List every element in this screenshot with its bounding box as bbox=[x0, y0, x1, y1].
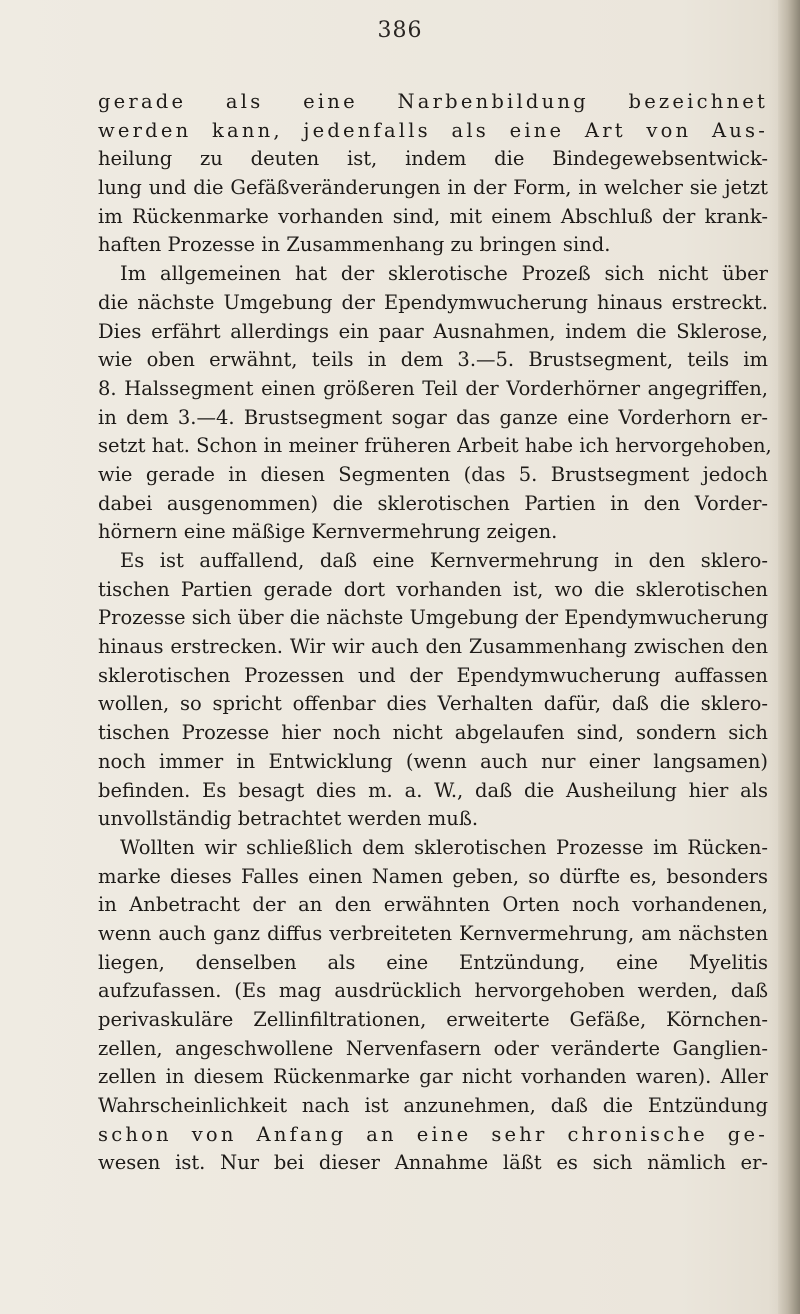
text-line: schon von Anfang an eine sehr chronische ge- bbox=[98, 1122, 768, 1146]
text-line: unvollständig betrachtet werden muß. bbox=[98, 807, 479, 831]
text-line: werden kann, jedenfalls als eine Art von Aus- bbox=[98, 118, 768, 142]
text-line: setzt hat. Schon in meiner früheren Arbeit habe ich hervorgehoben, bbox=[98, 434, 772, 458]
text-line: perivaskuläre Zellinfiltrationen, erweiterte Gefäße, Körnchen- bbox=[98, 1008, 768, 1031]
text-line: sklerotischen Prozessen und der Ependymwucherung auffassen bbox=[98, 663, 768, 687]
text-line: im Rückenmarke vorhanden sind, mit einem Abschluß der krank- bbox=[98, 204, 768, 228]
text-line: liegen, denselben als eine Entzündung, eine Myelitis bbox=[98, 950, 768, 974]
text-line: 8. Halssegment einen größeren Teil der Vorderhörner angegriffen, bbox=[98, 376, 768, 400]
text-line: Im allgemeinen hat der sklerotische Prozeß sich nicht über bbox=[120, 262, 768, 286]
text-line: dabei ausgenommen) die sklerotischen Partien in den Vorder- bbox=[98, 491, 768, 515]
text-line: Wahrscheinlichkeit nach ist anzunehmen, daß die Entzündung bbox=[98, 1094, 768, 1118]
text-line: tischen Prozesse hier noch nicht abgelaufen sind, sondern sich bbox=[98, 721, 768, 745]
text-line: zellen in diesem Rückenmarke gar nicht vorhanden waren). Aller bbox=[98, 1065, 768, 1089]
text-line: aufzufassen. (Es mag ausdrücklich hervorgehoben werden, daß bbox=[98, 979, 768, 1003]
text-line: in dem 3.—4. Brustsegment sogar das ganze eine Vorderhorn er- bbox=[98, 405, 768, 429]
text-line: zellen, angeschwollene Nervenfasern oder veränderte Ganglien- bbox=[98, 1036, 768, 1060]
text-line: Prozesse sich über die nächste Umgebung der Ependymwucherung bbox=[98, 606, 769, 630]
body-text bbox=[98, 88, 772, 1178]
text-line: wie gerade in diesen Segmenten (das 5. Brustsegment jedoch bbox=[98, 462, 768, 486]
page-number: 386 bbox=[377, 18, 423, 43]
text-line: Wollten wir schließlich dem sklerotischen Prozesse im Rücken- bbox=[120, 835, 768, 859]
text-line: noch immer in Entwicklung (wenn auch nur einer langsamen) bbox=[98, 749, 768, 773]
text-line: Dies erfährt allerdings ein paar Ausnahmen, indem die Sklerose, bbox=[98, 319, 768, 343]
text-line: haften Prozesse in Zusammenhang zu bringen sind. bbox=[98, 233, 611, 257]
text-line: tischen Partien gerade dort vorhanden ist, wo die sklerotischen bbox=[98, 577, 768, 601]
text-line: hinaus erstrecken. Wir wir auch den Zusammenhang zwischen den bbox=[98, 635, 768, 659]
text-line: wollen, so spricht offenbar dies Verhalten dafür, daß die sklero- bbox=[98, 692, 768, 716]
text-line: wesen ist. Nur bei dieser Annahme läßt es sich nämlich er- bbox=[98, 1151, 768, 1175]
text-line: Es ist auffallend, daß eine Kernvermehrung in den sklero- bbox=[120, 549, 768, 572]
text-line: befinden. Es besagt dies m. a. W., daß die Ausheilung hier als bbox=[98, 778, 768, 802]
text-line: lung und die Gefäßveränderungen in der Form, in welcher sie jetzt bbox=[98, 176, 768, 200]
page-edge bbox=[778, 0, 800, 1314]
text-line: hörnern eine mäßige Kernvermehrung zeigen. bbox=[98, 520, 558, 544]
text-line: in Anbetracht der an den erwähnten Orten noch vorhandenen, bbox=[98, 893, 768, 917]
text-line: wie oben erwähnt, teils in dem 3.—5. Brustsegment, teils im bbox=[98, 348, 768, 372]
text-line: wenn auch ganz diffus verbreiteten Kernvermehrung, am nächsten bbox=[98, 921, 768, 945]
text-line: heilung zu deuten ist, indem die Bindegewebsentwick- bbox=[98, 147, 768, 171]
text-line: gerade als eine Narbenbildung bezeichnet bbox=[98, 90, 768, 113]
text-line: marke dieses Falles einen Namen geben, so dürfte es, besonders bbox=[98, 864, 768, 888]
text-line: die nächste Umgebung der Ependymwucherung hinaus erstreckt. bbox=[98, 290, 768, 314]
